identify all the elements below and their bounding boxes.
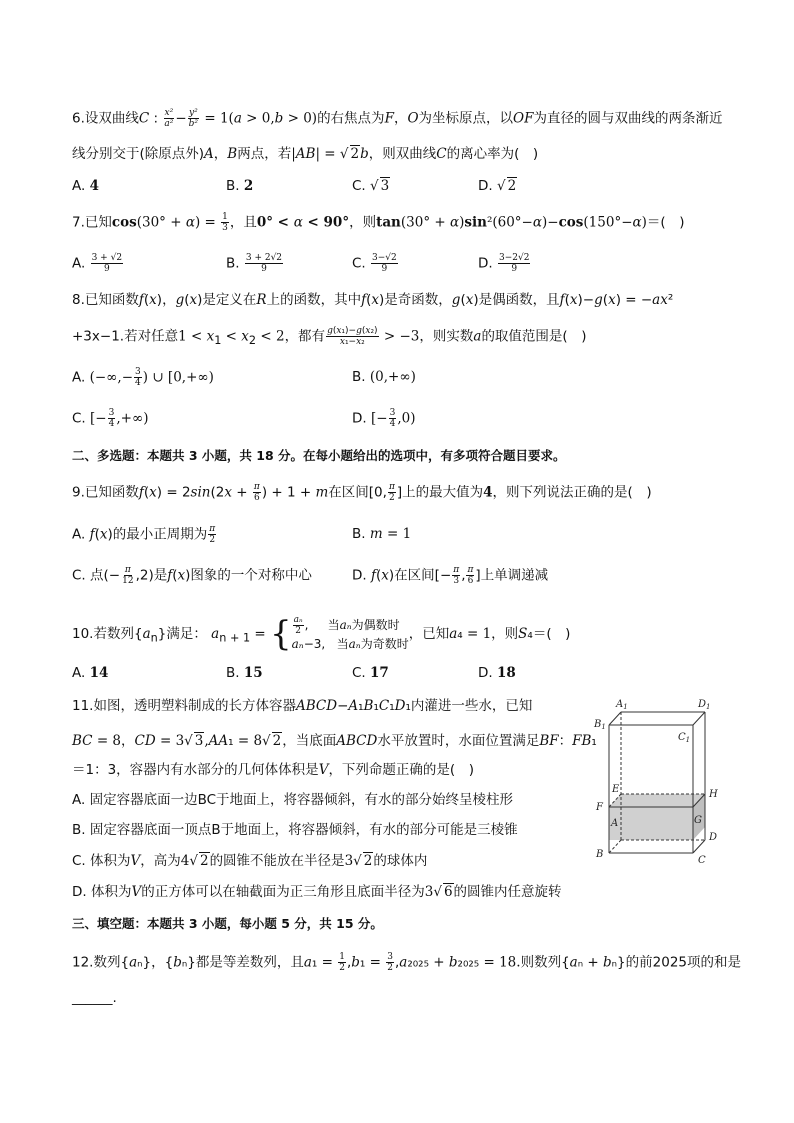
section-2-heading: 二、多选题：本题共 3 小题，共 18 分。在每小题给出的选项中，有多项符合题目要求。 [72, 448, 566, 463]
q8-option-d: D. [− $\frac{3}{4}$ ,0) [352, 408, 416, 429]
q10-option-a: A. 14 [72, 665, 109, 681]
q11-line1: 11.如图，透明塑料制成的长方体容器ABCD−A₁B₁C₁D₁内灌进一些水，已知 [72, 698, 533, 714]
label-c1: $C_1$ [678, 732, 691, 744]
q8-option-c: C. [− $\frac{3}{4}$ ,+∞) [72, 408, 149, 429]
q6-option-b: B. 2 [226, 178, 254, 194]
q6-line1: 6.设双曲线C : $\frac{\text{x²}}{\text{a²}}$ − $\frac{\text{y²}}{\text{b²}}$ = 1(a > 0,b > 0)的右焦点为F，O为坐标原点，以OF为直径的圆与双曲线的两条渐近 [72, 108, 723, 129]
q10-stem: 10.若数列$\{a_n\}$满足： $a_{n + 1}$ = { $\frac{\text{aₙ}}{2}$ , 当aₙ为偶数时 aₙ−3, 当aₙ为奇数时 ，已知a₄ = 1，则S₄＝( ) [72, 614, 571, 654]
label-d: D [709, 832, 718, 843]
cuboid-figure [590, 695, 730, 875]
label-a: A [611, 818, 619, 829]
label-c: C [698, 855, 706, 866]
q8-option-a: A. (−∞,− $\frac{3}{4}$ ) ∪ [0,+∞) [72, 367, 214, 388]
label-a1: $A_1$ [616, 699, 628, 711]
q11-option-d: D. 体积为V的正方体可以在轴截面为正三角形且底面半径为3√ 6的圆锥内任意旋转 [72, 884, 562, 900]
water-region [609, 794, 705, 840]
q11-line3: ＝1：3，容器内有水部分的几何体体积是V，下列命题正确的是( ) [72, 762, 474, 778]
q8-option-b: B. (0,+∞) [352, 369, 416, 385]
label-d1: $D_1$ [698, 699, 711, 711]
q8-line2: +3x−1.若对任意$1 < x_1 < x_2 < 2$，都有 $\frac{\text{g(x₁)−g(x₂)}}{\text{x₁−x₂}}$ > −3，则实数a的取值范围是( ) [72, 326, 587, 348]
q11-line2: BC = 8，CD = 3√ 3,AA₁ = 8√ 2，当底面ABCD水平放置时，水面位置满足BF：FB₁ [72, 733, 597, 749]
label-f: F [596, 802, 603, 813]
q12-answer-blank[interactable]: ______. [72, 990, 117, 1006]
q11-option-a: A. 固定容器底面一边BC于地面上，将容器倾斜，有水的部分始终呈棱柱形 [72, 792, 514, 808]
q7-option-b: B. $\frac{3 + 2√2}{9}$ [226, 253, 283, 274]
q10-option-b: B. 15 [226, 665, 263, 681]
q6-option-c: C. √ 3 [352, 178, 390, 194]
q9-option-b: B. m = 1 [352, 526, 412, 542]
q7-option-c: C. $\frac{3-√2}{9}$ [352, 253, 397, 274]
q9-stem: 9.已知函数f(x) = 2sin(2x + $\frac{\pi}{6}$ ) + 1 + m在区间[0, $\frac{\pi}{2}$ ]上的最大值为4，则下列说法正确的是( ) [72, 482, 652, 503]
q7-option-a: A. $\frac{3 + √2}{9}$ [72, 253, 123, 274]
q11-option-c: C. 体积为V，高为4√ 2的圆锥不能放在半径是3√ 2的球体内 [72, 853, 428, 869]
q9-option-a: A. f(x)的最小正周期为 $\frac{\pi}{2}$ [72, 524, 216, 545]
q8-line1: 8.已知函数f(x)，g(x)是定义在R上的函数，其中f(x)是奇函数，g(x)是偶函数，且f(x)−g(x) = −ax² [72, 292, 674, 308]
q7-option-d: D. $\frac{3-2√2}{9}$ [478, 253, 530, 274]
q10-option-d: D. 18 [478, 665, 516, 681]
section-3-heading: 三、填空题：本题共 3 小题，每小题 5 分，共 15 分。 [72, 916, 383, 931]
label-e: E [612, 784, 620, 795]
label-h: H [709, 789, 718, 800]
q6-option-a: A. 4 [72, 178, 99, 194]
q12-stem: 12.数列{aₙ}，{bₙ}都是等差数列，且a₁ = $\frac{1}{2}$ ,b₁ = $\frac{3}{2}$ ,a₂₀₂₅ + b₂₀₂₅ = 18.则数列{aₙ + bₙ}的前2025项的和是 [72, 952, 741, 973]
q10-option-c: C. 17 [352, 665, 389, 681]
label-b: B [596, 849, 604, 860]
q6-option-d: D. √ 2 [478, 178, 517, 194]
q6-line2: 线分别交于(除原点外)A，B两点，若|AB| = √ 2b，则双曲线C的离心率为( ) [72, 146, 539, 162]
q9-option-c: C. 点(− $\frac{\pi}{12}$ ,2)是f(x)图象的一个对称中心 [72, 565, 312, 586]
q11-option-b: B. 固定容器底面一顶点B于地面上，将容器倾斜，有水的部分可能是三棱锥 [72, 822, 518, 838]
label-b1: $B_1$ [594, 719, 606, 731]
label-g: G [694, 815, 702, 826]
q9-option-d: D. f(x)在区间[− $\frac{\pi}{3}$ , $\frac{\pi}{6}$ ]上单调递减 [352, 565, 549, 586]
q7-stem: 7.已知cos(30° + α) = $\frac{1}{3}$ ，且0° < α < 90°，则tan(30° + α)sin²(60°−α)−cos(150°−α)＝( ) [72, 212, 685, 233]
